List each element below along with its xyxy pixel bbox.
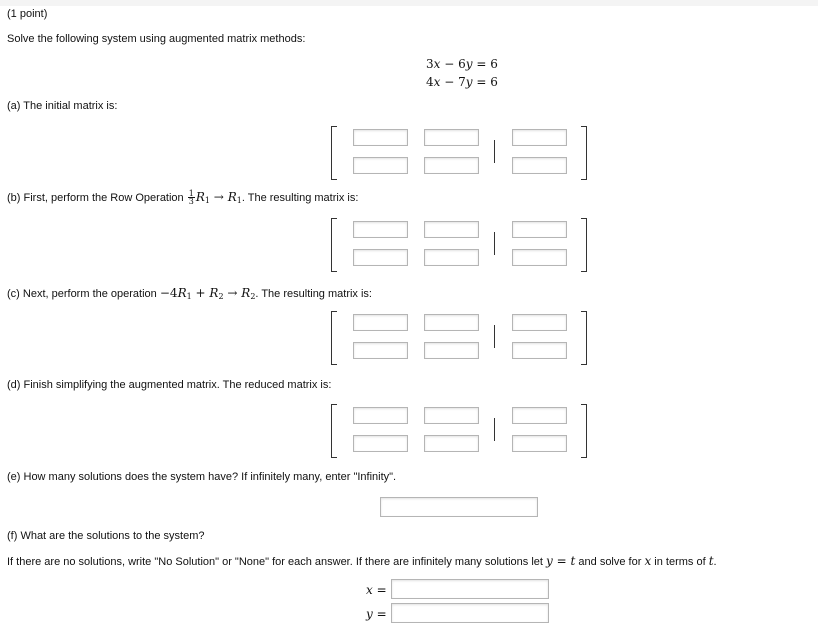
augment-divider (494, 232, 495, 255)
matrix-a-r1c3-input[interactable] (512, 129, 567, 146)
matrix-c-r2c1-input[interactable] (353, 342, 408, 359)
matrix-c-r2c3-input[interactable] (512, 342, 567, 359)
part-a-label: (a) The initial matrix is: (7, 100, 118, 112)
equation-2: 4x − 7y = 6 (426, 75, 498, 89)
part-b-label: (b) First, perform the Row Operation $\frac{1}{3}$ $R_1 \to R_1$. The resulting matrix is: (7, 189, 359, 206)
left-bracket (331, 311, 337, 365)
instructions: Solve the following system using augmented matrix methods: (7, 33, 306, 45)
augment-divider (494, 418, 495, 441)
matrix-b-r2c3-input[interactable] (512, 249, 567, 266)
matrix-a-r1c2-input[interactable] (424, 129, 479, 146)
y-label: y = (366, 607, 387, 621)
right-bracket (581, 311, 587, 365)
matrix-c-r1c2-input[interactable] (424, 314, 479, 331)
part-f-label: (f) What are the solutions to the system? (7, 530, 205, 542)
matrix-a-r2c2-input[interactable] (424, 157, 479, 174)
matrix-a-r1c1-input[interactable] (353, 129, 408, 146)
matrix-b-r1c1-input[interactable] (353, 221, 408, 238)
matrix-d-r2c1-input[interactable] (353, 435, 408, 452)
matrix-d-r1c1-input[interactable] (353, 407, 408, 424)
part-c-label: (c) Next, perform the operation $-4R_1 + R_2 \to R_2$. The resulting matrix is: (7, 286, 372, 301)
matrix-c-r1c3-input[interactable] (512, 314, 567, 331)
matrix-d (331, 404, 587, 456)
augment-divider (494, 325, 495, 348)
matrix-d-r2c2-input[interactable] (424, 435, 479, 452)
matrix-b-r1c3-input[interactable] (512, 221, 567, 238)
left-bracket (331, 404, 337, 458)
right-bracket (581, 404, 587, 458)
left-bracket (331, 218, 337, 272)
augment-divider (494, 140, 495, 163)
matrix-c (331, 311, 587, 363)
matrix-c-r1c1-input[interactable] (353, 314, 408, 331)
part-d-label: (d) Finish simplifying the augmented matrix. The reduced matrix is: (7, 379, 332, 391)
matrix-b-r2c2-input[interactable] (424, 249, 479, 266)
fraction: $\frac{1}{3}$ (188, 189, 194, 206)
matrix-c-r2c2-input[interactable] (424, 342, 479, 359)
matrix-b-r2c1-input[interactable] (353, 249, 408, 266)
part-f-note: If there are no solutions, write "No Solution" or "None" for each answer. If there are infinitely many solutions let y = t and solve for x in terms of t. (7, 554, 717, 568)
points-label: (1 point) (7, 8, 48, 20)
matrix-b-r1c2-input[interactable] (424, 221, 479, 238)
matrix-d-r2c3-input[interactable] (512, 435, 567, 452)
right-bracket (581, 218, 587, 272)
y-solution-input[interactable] (391, 603, 549, 623)
left-bracket (331, 126, 337, 180)
matrix-b (331, 218, 587, 270)
matrix-a-r2c1-input[interactable] (353, 157, 408, 174)
x-solution-input[interactable] (391, 579, 549, 599)
right-bracket (581, 126, 587, 180)
matrix-a (331, 126, 587, 178)
equation-1: 3x − 6y = 6 (426, 57, 498, 71)
matrix-d-r1c3-input[interactable] (512, 407, 567, 424)
num-solutions-input[interactable] (380, 497, 538, 517)
x-label: x = (366, 583, 387, 597)
top-band (0, 0, 818, 6)
part-e-label: (e) How many solutions does the system have? If infinitely many, enter "Infinity". (7, 471, 397, 483)
matrix-a-r2c3-input[interactable] (512, 157, 567, 174)
matrix-d-r1c2-input[interactable] (424, 407, 479, 424)
